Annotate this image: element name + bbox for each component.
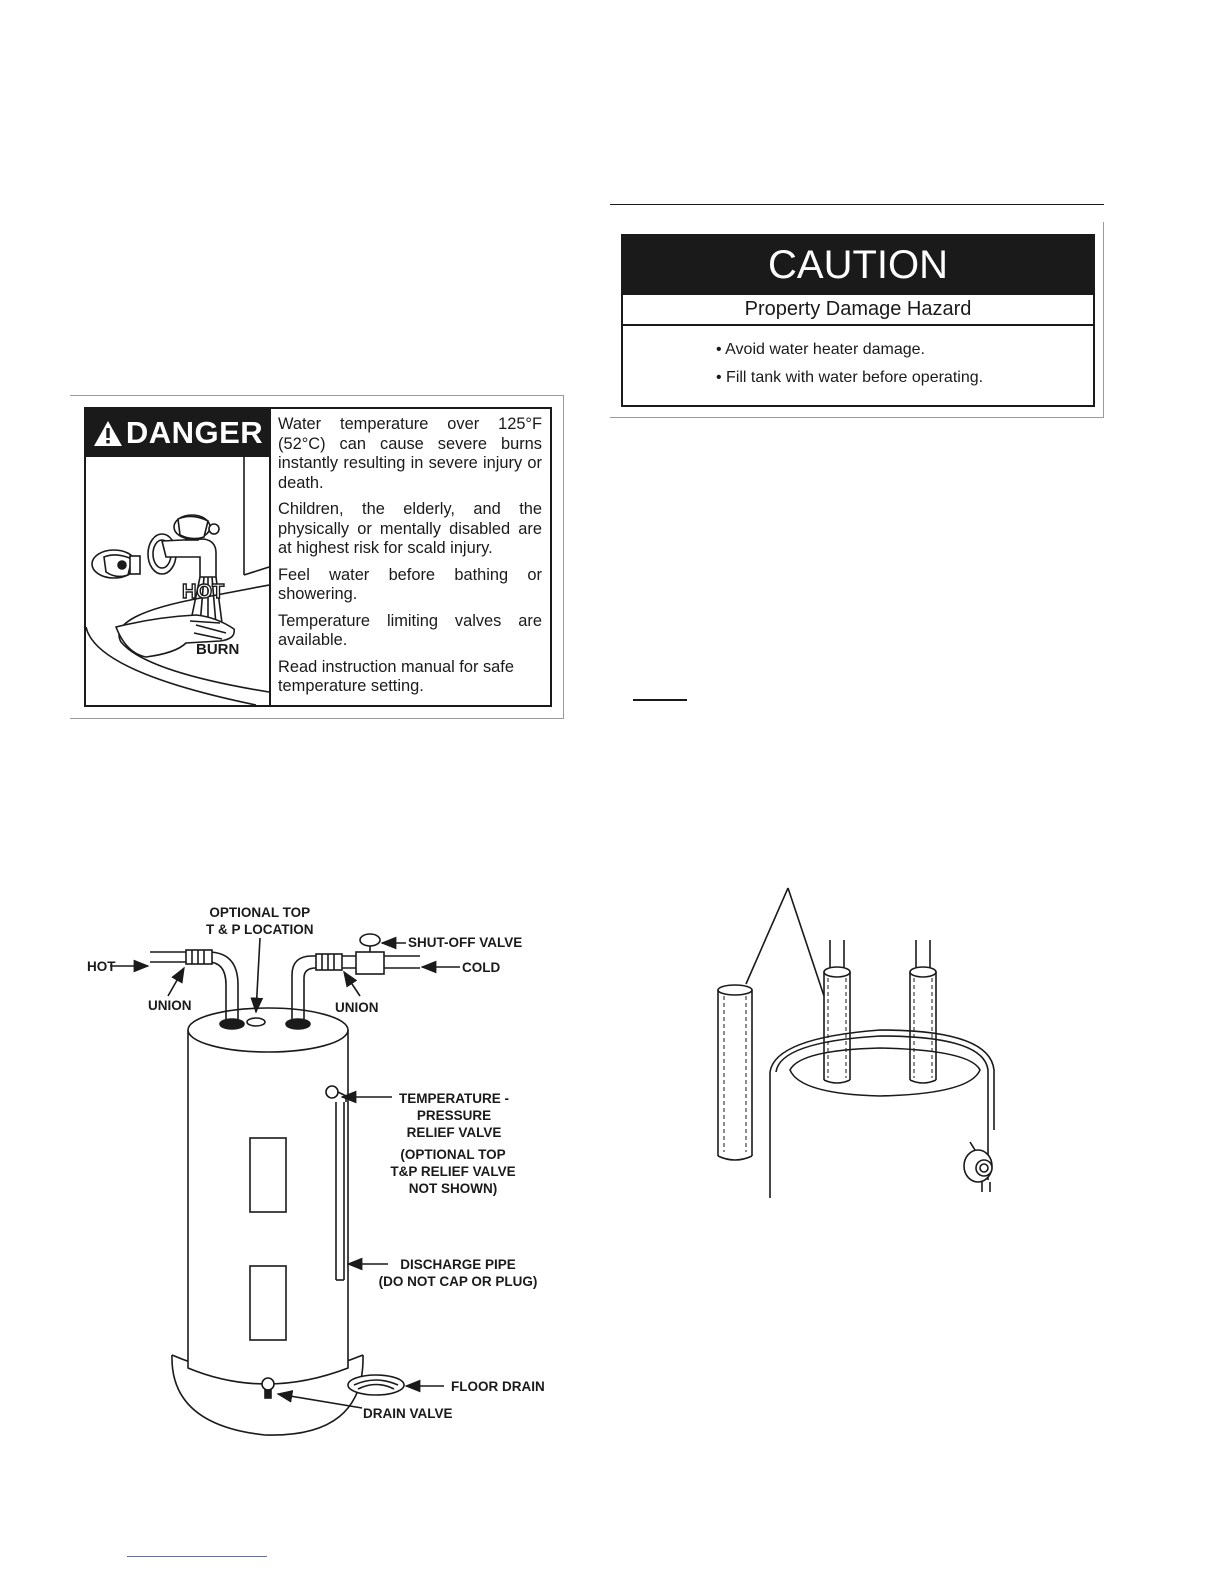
danger-paragraph: Read instruction manual for safe temperature setting. [278,657,514,695]
union-label: UNION [148,998,192,1013]
drain-valve-label: DRAIN VALVE [363,1406,453,1421]
optional-top-tp-label: OPTIONAL TOP T & P LOCATION [206,905,314,937]
danger-heading [86,409,270,457]
bottom-link-underline [127,1556,267,1557]
danger-paragraph: Water temperature over 125°F (52°C) can cause severe burns instantly resulting in severe injury or death. [278,415,542,492]
tp-relief-valve-label: TEMPERATURE - PRESSURE RELIEF VALVE [399,1091,509,1140]
caution-bullet: • Fill tank with water before operating. [716,369,984,386]
danger-paragraph: Temperature limiting valves are available. [278,611,542,649]
pipe-insulation-diagram [700,880,1010,1200]
danger-paragraph: Feel water before bathing or showering. [278,565,542,603]
danger-text [278,415,542,704]
floor-drain-label: FLOOR DRAIN [451,1379,545,1394]
caution-heading: CAUTION [623,236,1093,295]
caution-subheading: Property Damage Hazard [623,295,1093,326]
warning-triangle-icon [93,420,123,447]
hot-word: HOT [182,581,225,603]
caution-bullet: • Avoid water heater damage. [716,341,925,358]
discharge-pipe-label: DISCHARGE PIPE (DO NOT CAP OR PLUG) [378,1257,538,1289]
caution-top-rule [610,204,1104,205]
cold-label: COLD [462,960,501,975]
short-rule [633,699,687,701]
danger-paragraph: Children, the elderly, and the physically or mentally disabled are at highest risk for scald injury. [278,500,542,557]
hot-label: HOT [87,959,116,974]
scald-illustration [86,457,269,705]
danger-divider [269,409,271,705]
danger-heading-text: DANGER [125,415,264,450]
burn-word: BURN [196,641,240,658]
optional-top-tp-not-shown-label: (OPTIONAL TOP T&P RELIEF VALVE NOT SHOWN) [390,1147,516,1196]
shutoff-valve-label: SHUT-OFF VALVE [408,935,523,950]
union-label: UNION [335,1000,379,1015]
